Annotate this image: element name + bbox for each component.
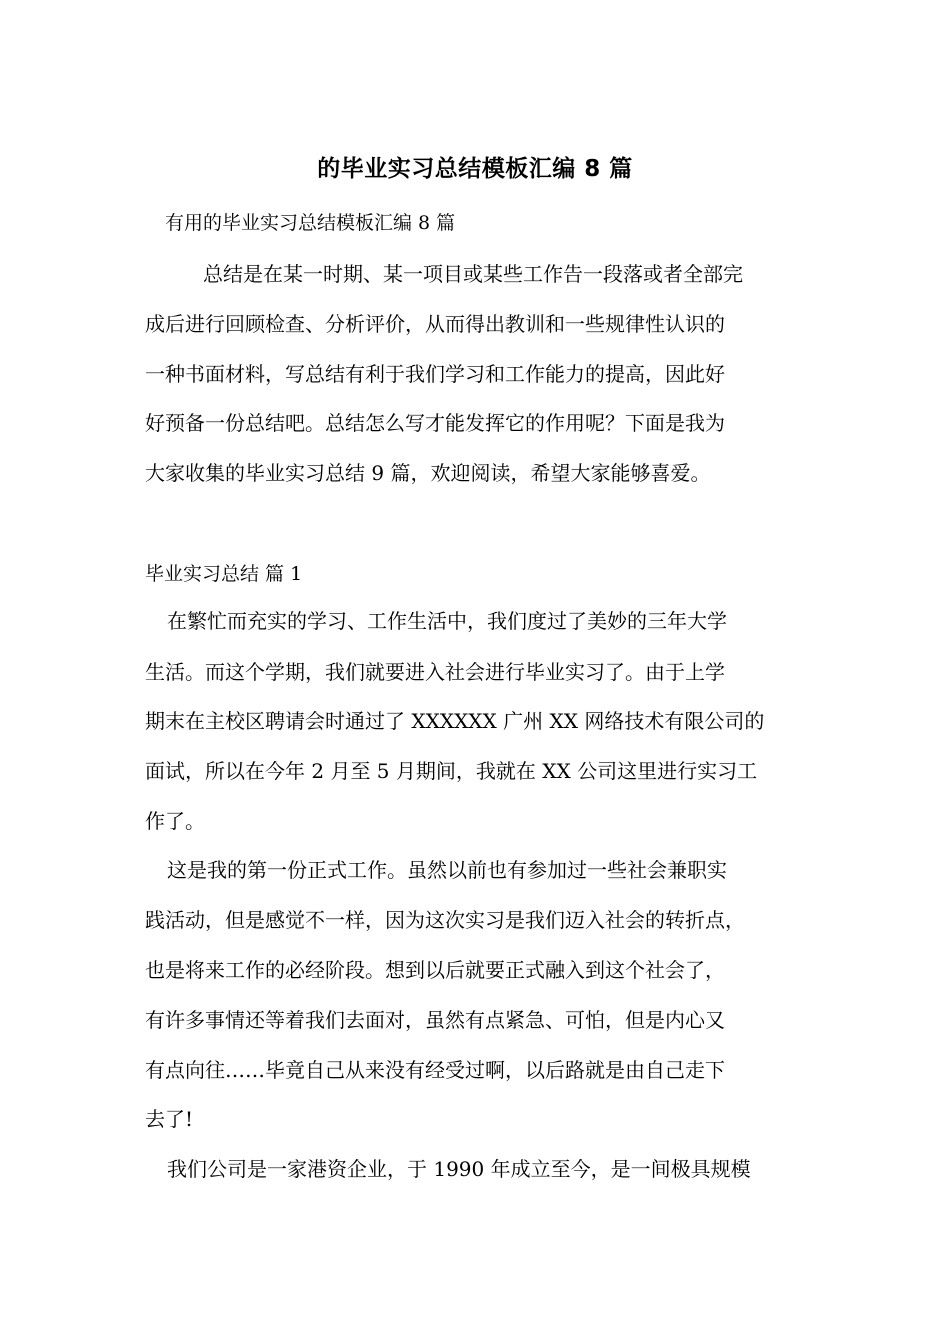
body-paragraph-line: 在繁忙而充实的学习、工作生活中，我们度过了美妙的三年大学: [167, 609, 727, 633]
body-paragraph-line: 也是将来工作的必经阶段。想到以后就要正式融入到这个社会了，: [145, 958, 725, 982]
body-paragraph-line: 这是我的第一份正式工作。虽然以前也有参加过一些社会兼职实: [167, 858, 727, 882]
document-title: 的毕业实习总结模板汇编 8 篇: [317, 156, 633, 182]
body-paragraph-line: 我们公司是一家港资企业，于 1990 年成立至今，是一间极具规模: [167, 1157, 751, 1181]
body-paragraph-line: 有许多事情还等着我们去面对，虽然有点紧急、可怕，但是内心又: [145, 1008, 725, 1032]
body-paragraph-line: 有点向往……毕竟自己从来没有经受过啊，以后路就是由自己走下: [145, 1058, 725, 1082]
intro-paragraph-line: 总结是在某一时期、某一项目或某些工作告一段落或者全部完: [203, 262, 743, 286]
body-paragraph-line: 去了!: [145, 1107, 194, 1131]
body-paragraph-line: 面试，所以在今年 2 月至 5 月期间，我就在 XX 公司这里进行实习工: [145, 759, 758, 783]
section-heading: 毕业实习总结 篇 1: [145, 563, 303, 585]
body-paragraph-line: 作了。: [145, 809, 205, 833]
body-paragraph-line: 践活动，但是感觉不一样，因为这次实习是我们迈入社会的转折点，: [145, 908, 745, 932]
body-paragraph-line: 生活。而这个学期，我们就要进入社会进行毕业实习了。由于上学: [145, 660, 725, 684]
body-paragraph-line: 期末在主校区聘请会时通过了 XXXXXX 广州 XX 网络技术有限公司的: [145, 709, 765, 733]
intro-paragraph-line: 大家收集的毕业实习总结 9 篇，欢迎阅读，希望大家能够喜爱。: [145, 461, 711, 485]
intro-paragraph-line: 好预备一份总结吧。总结怎么写才能发挥它的作用呢？下面是我为: [145, 411, 725, 435]
document-subtitle: 有用的毕业实习总结模板汇编 8 篇: [165, 212, 456, 234]
intro-paragraph-line: 成后进行回顾检查、分析评价，从而得出教训和一些规律性认识的: [145, 312, 725, 336]
intro-paragraph-line: 一种书面材料，写总结有利于我们学习和工作能力的提高，因此好: [145, 362, 725, 386]
